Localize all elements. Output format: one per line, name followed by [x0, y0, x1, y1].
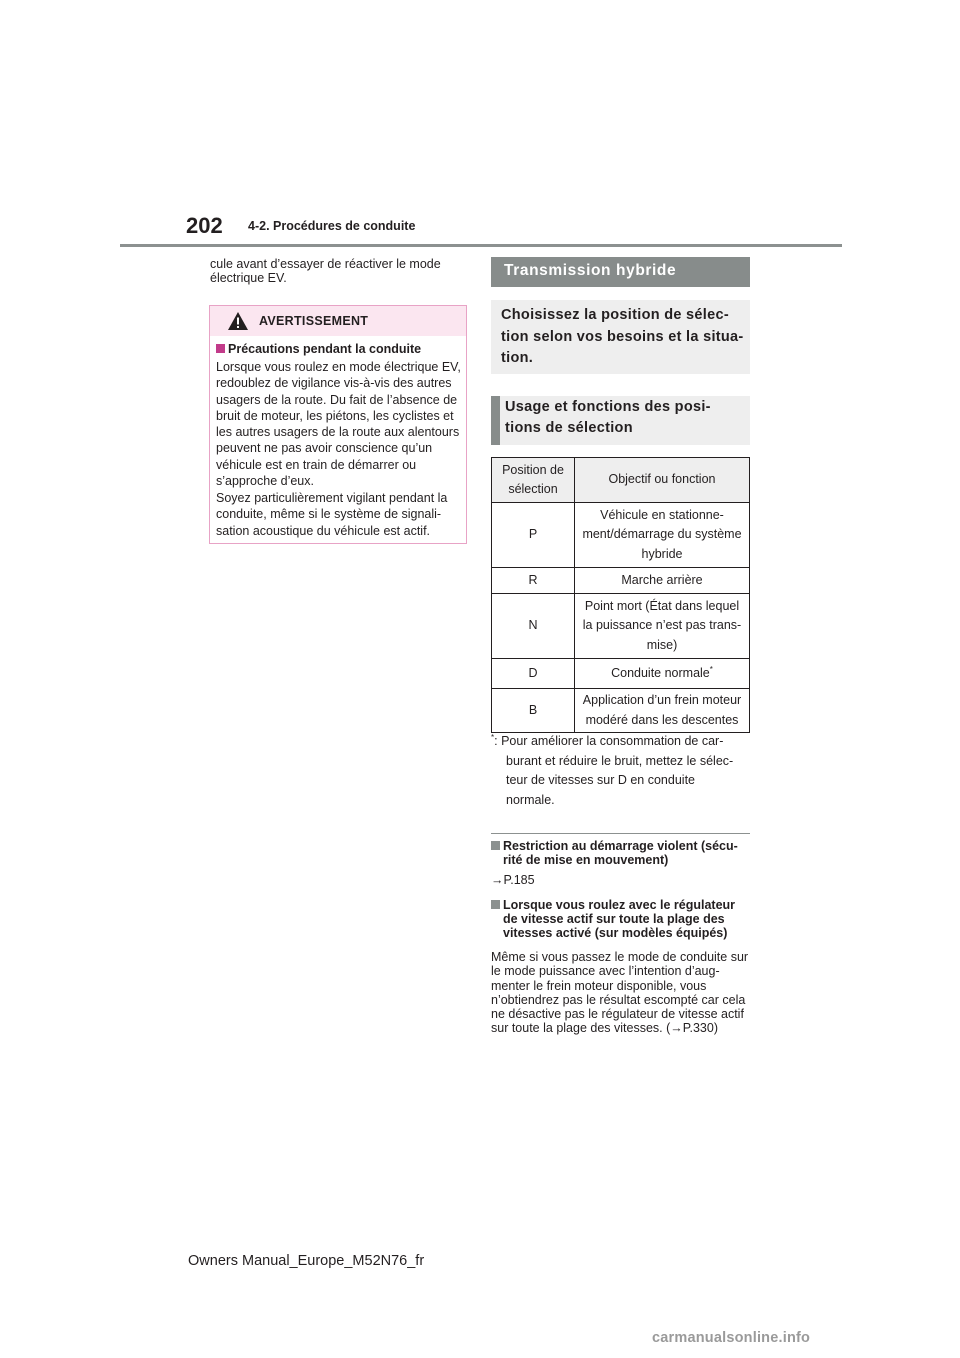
footnote-text: : Pour améliorer la consommation de car- [494, 734, 724, 748]
document-id: Owners Manual_Europe_M52N76_fr [188, 1253, 425, 1269]
warning-subtitle [216, 342, 421, 356]
pink-square-bullet-icon [216, 344, 225, 353]
function-cell [575, 659, 750, 689]
function-cell: Point mort (État dans lequel la puissance n’est pas trans-mise) [575, 594, 750, 659]
section-banner [491, 257, 750, 287]
warning-paragraph: Soyez particulièrement vigilant pendant la conduite, même si le système de signali-sation acoustique du véhicule est actif. [216, 491, 448, 538]
intro-panel-text: Choisissez la position de sélec-tion selon vos besoins et la situa-tion. [501, 307, 744, 366]
page-reference-link[interactable]: →P.185 [491, 873, 535, 887]
table-row [492, 568, 750, 594]
grey-square-bullet-icon [491, 900, 500, 909]
function-cell: Application d’un frein moteur modéré dans les descentes [575, 689, 750, 733]
cruise-control-heading-text: Lorsque vous roulez avec le régulateur de vitesse actif sur toute la plage des vitesses activé (sur modèles équipés) [503, 898, 736, 940]
section-divider [491, 833, 750, 834]
table-header-cell: Objectif ou fonction [575, 458, 750, 503]
table-row [492, 689, 750, 733]
table-footnote [491, 732, 750, 810]
watermark: carmanualsonline.info [652, 1330, 811, 1346]
intro-panel [491, 300, 750, 374]
footnote-line: normale. [506, 792, 555, 807]
position-cell: P [492, 503, 575, 568]
warning-paragraph: Lorsque vous roulez en mode électrique EV, redoublez de vigilance vis-à-vis des autres usagers de la route. Du fait de l’absence de bruit de moteur, les piétons, les cyclistes et les autres usagers de la route aux alentours peuvent ne pas avoir conscience qu’un véhicule est en train de démarrer ou s’approche d’eux. [216, 360, 461, 489]
table-header-row [492, 458, 750, 503]
header-divider [120, 244, 842, 247]
section-title: 4-2. Procédures de conduite [248, 219, 416, 233]
table-row [492, 503, 750, 568]
footnote-marker: * [491, 732, 495, 742]
position-cell: B [492, 689, 575, 733]
footnote-first-line [491, 732, 750, 752]
function-cell: Marche arrière [575, 568, 750, 594]
warning-box [209, 305, 467, 544]
warning-header [210, 306, 466, 336]
position-cell: R [492, 568, 575, 594]
cruise-control-heading [491, 898, 750, 940]
footnote-marker: * [709, 664, 713, 674]
page-number: 202 [186, 213, 223, 238]
footnote-line: burant et réduire le bruit, mettez le sélec- [506, 753, 734, 768]
selection-table [491, 457, 750, 733]
table-row [492, 594, 750, 659]
subsection-heading [491, 396, 750, 445]
intro-text: cule avant d’essayer de réactiver le mode électrique EV. [210, 257, 441, 285]
warning-triangle-icon [227, 311, 249, 331]
restriction-heading [491, 839, 750, 867]
cruise-control-body: Même si vous passez le mode de conduite sur le mode puissance avec l’intention d’aug-menter le frein moteur disponible, vous n’obtiendrez pas le résultat escompté car cela ne désactive pas le régulateur de vitesse actif sur toute la plage des vitesses. (→P.330) [491, 950, 749, 1036]
restriction-heading-text: Restriction au démarrage violent (sécu-rité de mise en mouvement) [503, 839, 738, 867]
grey-square-bullet-icon [491, 841, 500, 850]
subsection-heading-text: Usage et fonctions des posi-tions de sélection [505, 399, 711, 436]
banner-title: Transmission hybride [504, 262, 677, 279]
function-cell: Véhicule en stationne-ment/démarrage du système hybride [575, 503, 750, 568]
table-row [492, 659, 750, 689]
position-cell: N [492, 594, 575, 659]
warning-title: AVERTISSEMENT [259, 314, 369, 328]
table-header-cell: Position de sélection [492, 458, 575, 503]
heading-accent-bar [491, 396, 500, 445]
footnote-line: teur de vitesses sur D en conduite [506, 773, 695, 787]
function-text: Conduite normale [611, 665, 710, 680]
position-cell: D [492, 659, 575, 689]
warning-subtitle-text: Précautions pendant la conduite [228, 342, 422, 356]
